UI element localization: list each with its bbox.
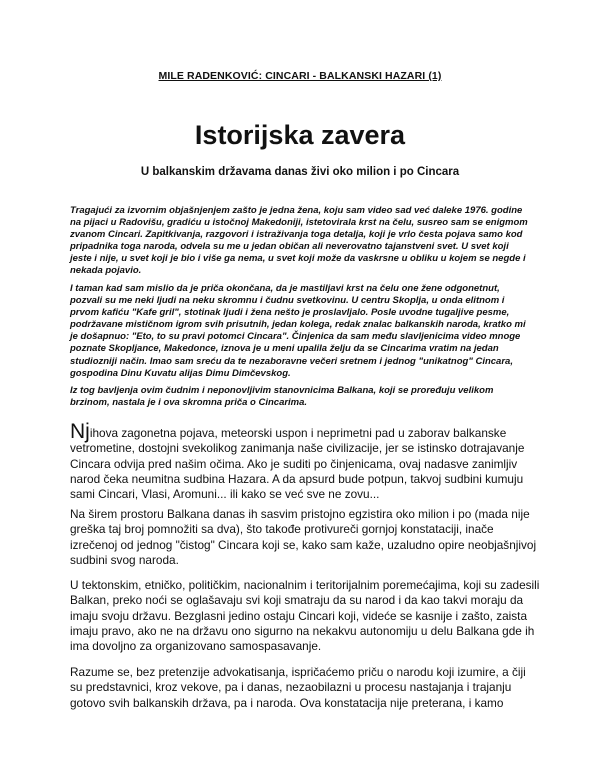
body-paragraph-1: [70, 420, 540, 502]
body-paragraph-2: Na širem prostoru Balkana danas ih sasvim pristojno egzistira oko milion i po (mada nije greška taj broj pomnožiti sa dva), što takođe protivureči gornjoj konstataciji, inače izrečenoj od jednog "čistog" Cincara koji se, kako sam kaže, uzaludno opire neobjašnjivoj sudbini svog naroda.: [70, 507, 537, 567]
intro-paragraph-2: I taman kad sam mislio da je priča okončana, da je mastiljavi krst na čelu one žene odgonetnut, pozvali su me neki ljudi na neku skromnu i čudnu svetkovinu. U centru Skoplja, u onda elitnom i prvom kafiću "Kafe gril", stotinak ljudi i žena nešto je proslavljalo. Posle uvodne tugaljive pesme, podržavane mističnom igrom svih prisutnih, jedan kolega, redak znalac balkanskih naroda, kratko mi je došapnuo: "Eto, to su pravi potomci Cincara". Činjenica da sam među slavljenicima video mnoge poznate Skopljance, Makedonce, iznova je u meni upalila želju da se Cincarima vratim na jedan studiozniji način. Imao sam sreću da te nezaboravne večeri sretnem i jednog "unikatnog" Cincara, gospodina Dinu Kuvatu alijas Dimu Dimčevskog.: [70, 283, 526, 379]
article-subtitle: U balkanskim državama danas živi oko milion i po Cincara: [140, 166, 460, 178]
article-series-header: MILE RADENKOVIĆ: CINCARI - BALKANSKI HAZARI (1): [158, 70, 442, 82]
article-title: Istorijska zavera: [194, 120, 406, 150]
intro-paragraph-1: Tragajući za izvornim objašnjenjem zašto je jedna žena, koju sam video sad već daleke 1976. godine na pijaci u Radovišu, gradiću u istočnoj Makedoniji, istetovirala krst na čelu, susreo sam se enigmom zvanom Cincari. Zapitkivanja, razgovori i istraživanja toga detalja, koji je vrlo česta pojava samo kod pripadnika toga naroda, odvela su me u jedan običan ali neverovatno tajanstveni svet. U svet koji jeste i nije, u svet koji je bio i više ga nema, u svet koji može da vaskrsne u obliku u kojem se negde i nekada pojavio.: [70, 205, 528, 277]
body-paragraph-4: Razume se, bez pretenzije advokatisanja, ispričaćemo priču o narodu koji izumire, a čiji su predstavnici, kroz vekove, pa i danas, nezaobilazni u procesu nastajanja i trajanju gotovo svih balkanskih država, pa i naroda. Ova konstatacija nije preterana, i kamo: [70, 665, 526, 710]
body-paragraph-3: U tektonskim, etničko, političkim, nacionalnim i teritorijalnim poremećajima, koji su zadesili Balkan, preko noći se oglašavaju svi koji smatraju da su narod i da kao takvi moraju da imaju svoju državu. Bezglasni jedino ostaju Cincari koji, videće se kasnije i zašto, zaista imaju pravo, ako ne na državu ono sigurno na nekakvu autonomiju u delu Balkana gde ih ima dovoljno za organizovano samospasavanje.: [70, 578, 540, 654]
body-paragraph-1-text: ihova zagonetna pojava, meteorski uspon i neprimetni pad u zaborav balkanske vetrometine, dostojni svekolikog zanimanja naše civilizacije, jer se istinsko dotrajavanje Cincara odvija pred našim očima. Ako je suditi po činjenicama, ovaj nadasve zanimljiv narod čeka neumitna sudbina Hazara. A da apsurd bude potpun, takvoj sudbini kumuju sami Cincari, Vlasi, Aromuni... ili kako se već sve ne zovu...: [70, 426, 525, 502]
intro-paragraph-3: Iz tog bavljenja ovim čudnim i neponovljivim stanovnicima Balkana, koji se proređuju velikom brzinom, nastala je i ova skromna priča o Cincarima.: [70, 385, 494, 409]
drop-cap: Nj: [70, 420, 90, 443]
